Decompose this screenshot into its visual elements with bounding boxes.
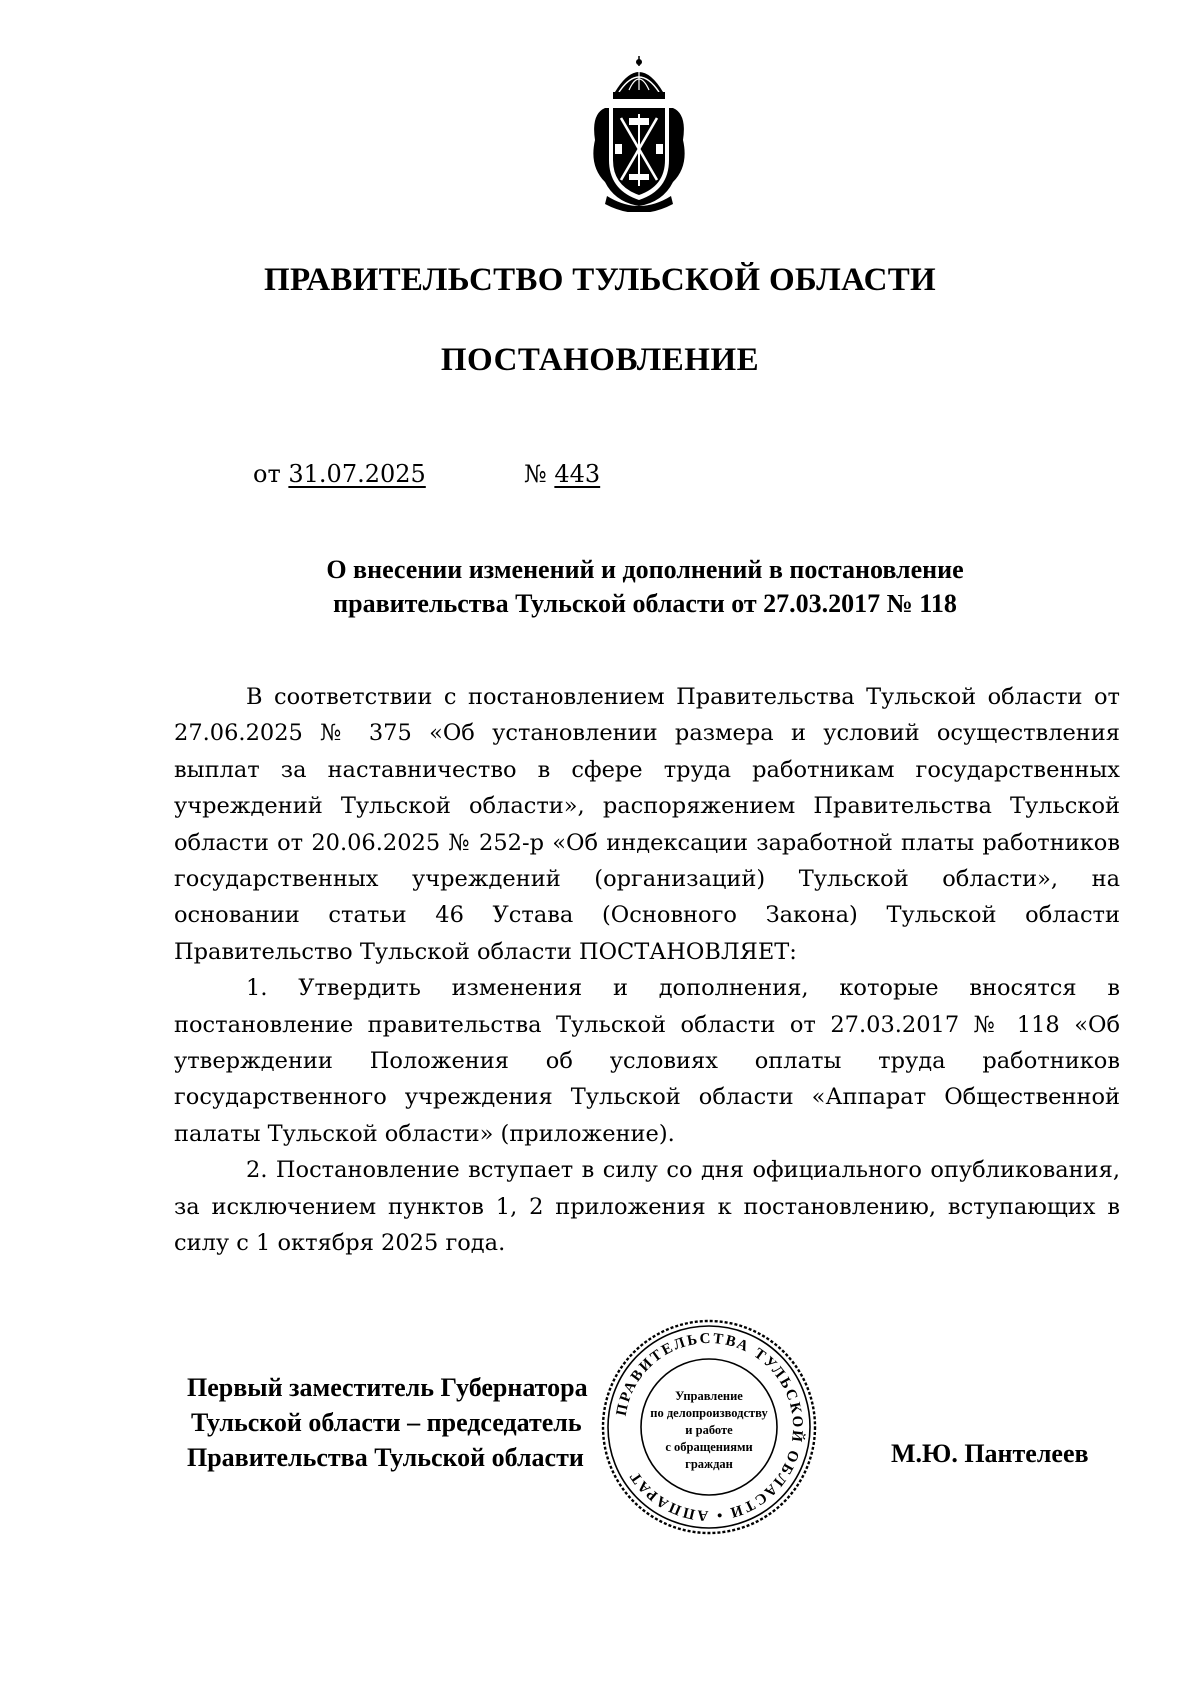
document-number (524, 460, 600, 488)
date-value: 31.07.2025 (288, 460, 426, 488)
body-paragraph: В соответствии с постановлением Правительства Тульской области от 27.06.2025 № 375 «Об установлении размера и условий осуществления выплат за наставничество в сфере труда работникам государственных учреждений Тульской области», распоряжением Правительства Тульской области от 20.06.2025 № 252-р «Об индексации заработной платы работников государственных учреждений (организаций) Тульской области», на основании статьи 46 Устава (Основного Закона) Тульской области Правительство Тульской области ПОСТАНОВЛЯЕТ: (174, 684, 1120, 965)
signer-name: М.Ю. Пантелеев (891, 1439, 1089, 1468)
tula-coat-of-arms-icon (585, 56, 693, 212)
official-seal-icon (598, 1316, 820, 1538)
position-line: Первый заместитель Губернатора (187, 1373, 588, 1402)
seal-line: с обращениями (665, 1440, 753, 1454)
number-value: 443 (554, 460, 601, 488)
number-prefix: № (524, 460, 547, 488)
document-type-title: ПОСТАНОВЛЕНИЕ (440, 342, 760, 378)
subject-line: О внесении изменений и дополнений в постановление (326, 555, 964, 584)
body-paragraph: 2. Постановление вступает в силу со дня официального опубликования, за исключением пунктов 1, 2 приложения к постановлению, вступающих в силу с 1 октября 2025 года. (174, 1157, 1120, 1257)
seal-line: по делопроизводству (650, 1406, 768, 1420)
position-line: Тульской области – председатель (191, 1408, 582, 1437)
seal-line: граждан (685, 1457, 733, 1471)
seal-ring-text: ПРАВИТЕЛЬСТВА ТУЛЬСКОЙ ОБЛАСТИ • АППАРАТ (613, 1330, 806, 1524)
seal-line: Управление (675, 1389, 743, 1403)
position-line: Правительства Тульской области (187, 1443, 584, 1472)
subject-line: правительства Тульской области от 27.03.2017 № 118 (333, 589, 957, 618)
organization-title: ПРАВИТЕЛЬСТВО ТУЛЬСКОЙ ОБЛАСТИ (264, 262, 936, 298)
document-body (174, 679, 1120, 1262)
body-paragraph: 1. Утвердить изменения и дополнения, которые вносятся в постановление правительства Тульской области от 27.03.2017 № 118 «Об утверждении Положения об условиях оплаты труда работников государственного учреждения Тульской области «Аппарат Общественной палаты Тульской области» (приложение). (174, 975, 1120, 1147)
date-prefix: от (253, 460, 281, 488)
seal-line: и работе (685, 1423, 733, 1437)
document-date (253, 460, 426, 488)
document-subject (170, 553, 1120, 621)
signatory-position (187, 1370, 588, 1475)
